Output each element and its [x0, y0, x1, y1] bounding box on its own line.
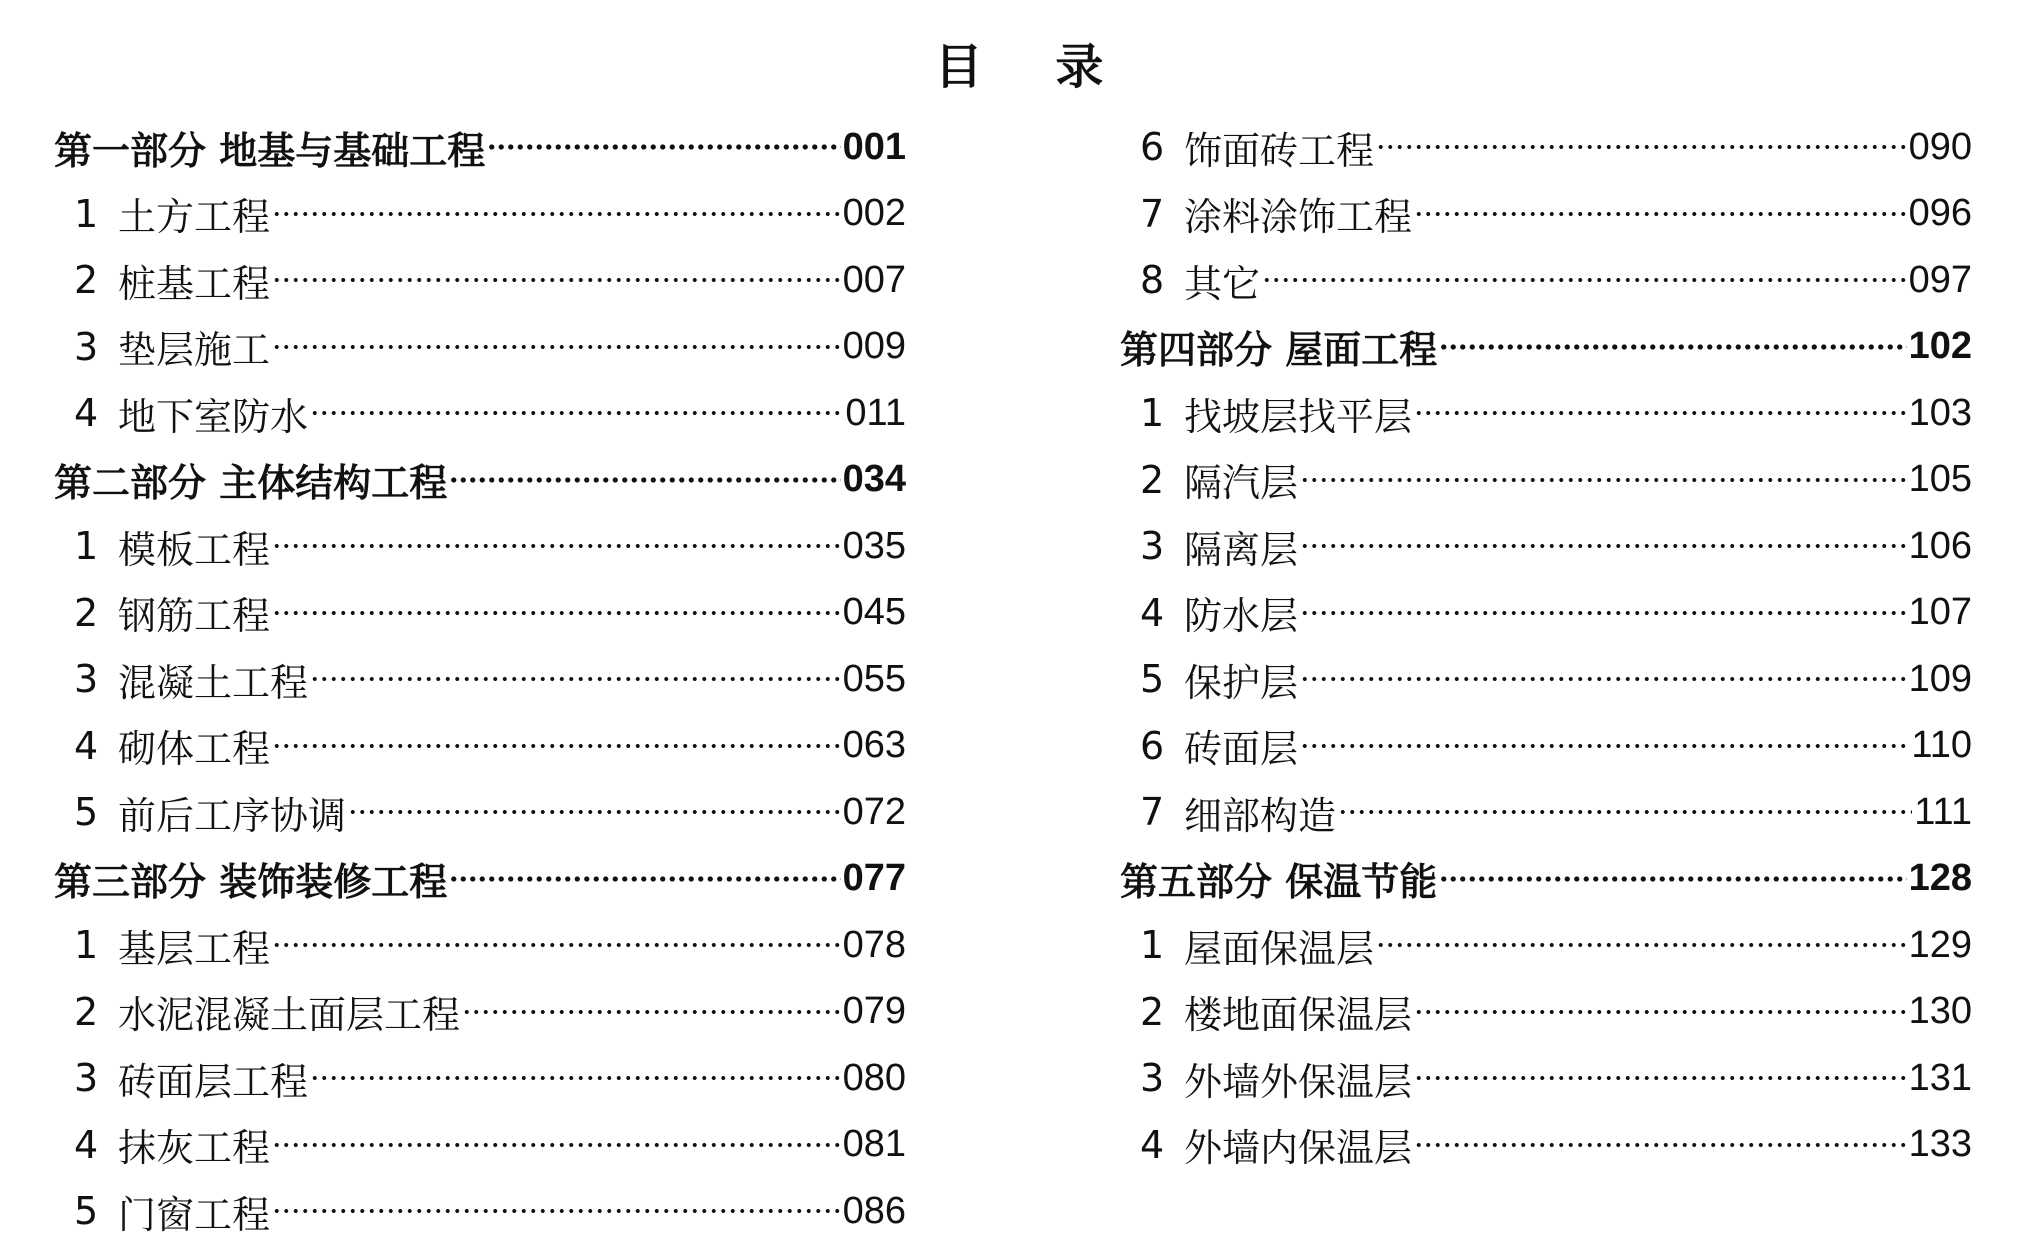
part-title: 第一部分 地基与基础工程	[54, 128, 486, 173]
dot-leader	[272, 543, 841, 549]
section-title: 隔离层	[1184, 527, 1299, 572]
section-number: 5	[74, 1189, 99, 1234]
toc-section-entry[interactable]	[1120, 979, 1972, 1046]
page-number: 009	[842, 325, 906, 368]
page-number: 034	[842, 458, 906, 501]
section-title: 砌体工程	[118, 727, 271, 772]
page-number: 131	[1908, 1056, 1972, 1099]
dot-leader	[1439, 876, 1906, 882]
dot-leader	[272, 1208, 841, 1214]
toc-left-column	[54, 114, 906, 1245]
dot-leader	[1300, 543, 1907, 549]
dot-leader	[272, 743, 841, 749]
toc-section-entry[interactable]	[54, 247, 906, 314]
section-title: 混凝土工程	[118, 660, 309, 705]
page-number: 011	[845, 391, 906, 434]
page-number: 105	[1908, 458, 1972, 501]
section-title: 找坡层找平层	[1184, 394, 1413, 439]
section-title: 防水层	[1184, 594, 1299, 639]
section-title: 细部构造	[1184, 793, 1337, 838]
section-number: 2	[74, 258, 99, 303]
toc-section-entry[interactable]	[1120, 114, 1972, 181]
dot-leader	[272, 211, 841, 217]
toc-section-entry[interactable]	[1120, 580, 1972, 647]
dot-leader	[1376, 144, 1907, 150]
part-title: 第五部分 保温节能	[1120, 860, 1438, 905]
dot-leader	[1414, 211, 1907, 217]
toc-section-entry[interactable]	[1120, 380, 1972, 447]
page-number: 103	[1908, 391, 1972, 434]
section-number: 2	[1140, 989, 1165, 1034]
page-number: 007	[842, 258, 906, 301]
part-title: 第三部分 装饰装修工程	[54, 860, 448, 905]
toc-section-entry[interactable]	[54, 713, 906, 780]
toc-section-entry[interactable]	[54, 1045, 906, 1112]
page-number: 072	[842, 790, 906, 833]
section-number: 1	[74, 923, 99, 968]
section-number: 7	[1140, 790, 1165, 835]
section-number: 7	[1140, 191, 1165, 236]
page-number: 102	[1908, 325, 1972, 368]
dot-leader	[1300, 676, 1907, 682]
toc-section-entry[interactable]	[1120, 779, 1972, 846]
page-number: 035	[842, 524, 906, 567]
page-number: 077	[842, 857, 906, 900]
dot-leader	[310, 410, 843, 416]
dot-leader	[449, 477, 840, 483]
toc-section-entry[interactable]	[1120, 247, 1972, 314]
section-number: 3	[74, 324, 99, 369]
dot-leader	[272, 344, 841, 350]
page-number: 081	[842, 1123, 906, 1166]
page-number: 063	[842, 724, 906, 767]
section-number: 4	[1140, 1122, 1165, 1167]
section-title: 水泥混凝土面层工程	[118, 993, 461, 1038]
page-number: 086	[842, 1189, 906, 1232]
section-title: 地下室防水	[118, 394, 309, 439]
section-number: 5	[74, 790, 99, 835]
page-number: 128	[1908, 857, 1972, 900]
section-title: 外墙内保温层	[1184, 1126, 1413, 1171]
dot-leader	[310, 676, 841, 682]
toc-right-column	[1120, 114, 1972, 1178]
dot-leader	[272, 277, 841, 283]
toc-section-entry[interactable]	[1120, 1112, 1972, 1179]
dot-leader	[1262, 277, 1907, 283]
section-number: 2	[1140, 457, 1165, 502]
page-number: 110	[1911, 724, 1972, 767]
section-title: 垫层施工	[118, 328, 271, 373]
section-number: 4	[74, 1122, 99, 1167]
section-number: 2	[74, 989, 99, 1034]
section-title: 抹灰工程	[118, 1126, 271, 1171]
toc-part-entry[interactable]	[54, 447, 906, 514]
section-number: 6	[1140, 723, 1165, 768]
toc-part-entry[interactable]	[1120, 314, 1972, 381]
dot-leader	[1300, 477, 1907, 483]
section-title: 砖面层	[1184, 727, 1299, 772]
dot-leader	[462, 1009, 841, 1015]
section-number: 4	[74, 723, 99, 768]
dot-leader	[1439, 344, 1906, 350]
section-number: 2	[74, 590, 99, 635]
toc-part-entry[interactable]	[1120, 846, 1972, 913]
dot-leader	[1414, 1075, 1907, 1081]
toc-section-entry[interactable]	[54, 314, 906, 381]
toc-section-entry[interactable]	[1120, 1045, 1972, 1112]
section-number: 3	[1140, 524, 1165, 569]
toc-section-entry[interactable]	[1120, 513, 1972, 580]
page-number: 133	[1908, 1123, 1972, 1166]
page-number: 130	[1908, 990, 1972, 1033]
section-number: 4	[74, 391, 99, 436]
dot-leader	[348, 809, 841, 815]
page-number: 129	[1908, 923, 1972, 966]
section-title: 涂料涂饰工程	[1184, 195, 1413, 240]
section-number: 1	[1140, 923, 1165, 968]
page-number: 079	[842, 990, 906, 1033]
dot-leader	[1414, 1142, 1907, 1148]
toc-section-entry[interactable]	[54, 646, 906, 713]
section-number: 5	[1140, 657, 1165, 702]
dot-leader	[272, 1142, 841, 1148]
dot-leader	[272, 610, 841, 616]
section-title: 土方工程	[118, 195, 271, 240]
section-title: 其它	[1184, 261, 1261, 306]
section-title: 桩基工程	[118, 261, 271, 306]
dot-leader	[272, 942, 841, 948]
dot-leader	[487, 144, 840, 150]
section-number: 6	[1140, 125, 1165, 170]
section-number: 4	[1140, 590, 1165, 635]
section-number: 3	[74, 657, 99, 702]
section-title: 隔汽层	[1184, 461, 1299, 506]
toc-section-entry[interactable]	[1120, 713, 1972, 780]
section-title: 前后工序协调	[118, 793, 347, 838]
page-number: 111	[1914, 790, 1972, 833]
dot-leader	[1414, 1009, 1907, 1015]
dot-leader	[310, 1075, 841, 1081]
section-title: 砖面层工程	[118, 1059, 309, 1104]
page-title: 目 录	[934, 39, 1132, 95]
toc-part-entry[interactable]	[54, 114, 906, 181]
toc-section-entry[interactable]	[54, 580, 906, 647]
toc-section-entry[interactable]	[54, 1178, 906, 1245]
dot-leader	[1338, 809, 1912, 815]
section-number: 1	[1140, 391, 1165, 436]
section-number: 3	[1140, 1056, 1165, 1101]
toc-section-entry[interactable]	[1120, 181, 1972, 248]
section-title: 钢筋工程	[118, 594, 271, 639]
part-title: 第二部分 主体结构工程	[54, 461, 448, 506]
page-number: 107	[1908, 591, 1972, 634]
section-title: 模板工程	[118, 527, 271, 572]
dot-leader	[449, 876, 840, 882]
page-number: 001	[842, 125, 906, 168]
page-number: 090	[1908, 125, 1972, 168]
toc-section-entry[interactable]	[54, 380, 906, 447]
section-title: 基层工程	[118, 926, 271, 971]
part-title: 第四部分 屋面工程	[1120, 328, 1438, 373]
toc-section-entry[interactable]	[54, 1112, 906, 1179]
section-title: 外墙外保温层	[1184, 1059, 1413, 1104]
section-number: 3	[74, 1056, 99, 1101]
toc-section-entry[interactable]	[54, 979, 906, 1046]
page-number: 045	[842, 591, 906, 634]
dot-leader	[1300, 610, 1907, 616]
toc-section-entry[interactable]	[54, 181, 906, 248]
page-number: 109	[1908, 657, 1972, 700]
page-number: 055	[842, 657, 906, 700]
toc-section-entry[interactable]	[1120, 447, 1972, 514]
toc-section-entry[interactable]	[1120, 646, 1972, 713]
page-number: 096	[1908, 192, 1972, 235]
page-number: 078	[842, 923, 906, 966]
section-title: 饰面砖工程	[1184, 128, 1375, 173]
dot-leader	[1300, 743, 1909, 749]
page-number: 002	[842, 192, 906, 235]
section-title: 屋面保温层	[1184, 926, 1375, 971]
page-number: 097	[1908, 258, 1972, 301]
page-number: 080	[842, 1056, 906, 1099]
page-number: 106	[1908, 524, 1972, 567]
section-number: 8	[1140, 258, 1165, 303]
toc-part-entry[interactable]	[54, 846, 906, 913]
toc-section-entry[interactable]	[54, 912, 906, 979]
toc-section-entry[interactable]	[54, 779, 906, 846]
section-number: 1	[74, 191, 99, 236]
toc-section-entry[interactable]	[54, 513, 906, 580]
toc-section-entry[interactable]	[1120, 912, 1972, 979]
section-title: 楼地面保温层	[1184, 993, 1413, 1038]
dot-leader	[1414, 410, 1907, 416]
section-number: 1	[74, 524, 99, 569]
dot-leader	[1376, 942, 1907, 948]
section-title: 门窗工程	[118, 1192, 271, 1237]
section-title: 保护层	[1184, 660, 1299, 705]
